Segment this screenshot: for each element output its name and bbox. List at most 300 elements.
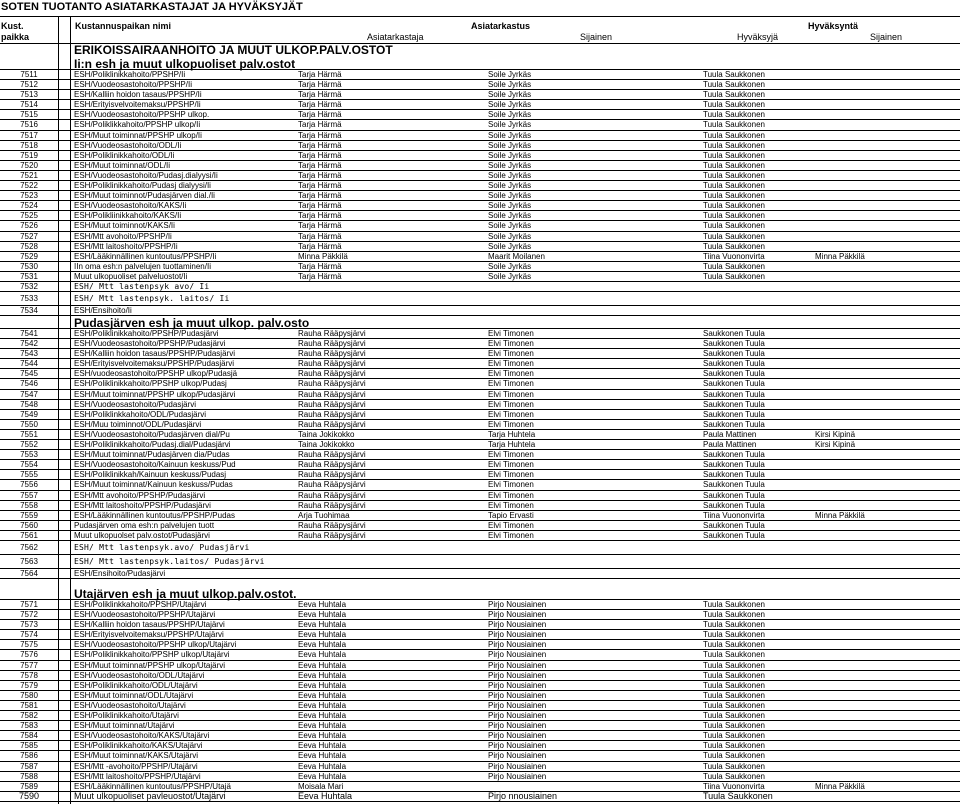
cost-center-name: ESH/Muut toiminnat/Utajärvi [74, 721, 175, 731]
inspector: Tarja Härmä [298, 140, 342, 150]
inspector-deputy: Elvi Timonen [488, 339, 534, 349]
cost-center-code: 7523 [20, 191, 38, 201]
cost-center-name: ESH/ Mtt lastenpsyk avo/ Ii [74, 281, 210, 291]
inspector-deputy: Pirjo Nousiainen [488, 741, 547, 751]
table-row [0, 741, 960, 751]
table-row [0, 511, 960, 521]
inspector: Minna Päkkilä [298, 251, 348, 261]
inspector: Tarja Härmä [298, 110, 342, 120]
inspector-deputy: Pirjo Nousiainen [488, 640, 547, 650]
cost-center-code: 7551 [20, 429, 38, 439]
inspector-deputy: Pirjo Nousiainen [488, 761, 547, 771]
approver: Tuula Saukkonen [703, 130, 765, 140]
table-row [0, 711, 960, 721]
table-row [0, 181, 960, 191]
inspector-deputy: Elvi Timonen [488, 389, 534, 399]
cost-center-code: 7578 [20, 670, 38, 680]
cost-center-code: 7558 [20, 500, 38, 510]
table-row [0, 470, 960, 480]
approver: Tuula Saukkonen [703, 170, 765, 180]
cost-center-name: ESH/Muu toiminnot/ODL/Pudasjärvi [74, 419, 202, 429]
inspector: Rauha Rääpysjärvi [298, 490, 366, 500]
inspector: Tarja Härmä [298, 160, 342, 170]
inspector: Eeva Huhtala [298, 751, 347, 761]
inspector: Tarja Härmä [298, 231, 342, 241]
inspector: Moisala Mari [298, 781, 344, 791]
approver: Saukkonen Tuula [703, 500, 765, 510]
approver: Tuula Saukkonen [703, 231, 765, 241]
approver: Tuula Saukkonen [703, 211, 765, 221]
cost-center-name: ESH/Polikliinikkahoito/KAKS/Ii [74, 211, 182, 221]
section-heading-utajarvi: Utajärven esh ja muut ulkop.palv.ostot. [74, 587, 297, 601]
cost-center-name: ESH/Vuodeosastohoito/PPSHP/Pudasjärvi [74, 339, 226, 349]
table-row [0, 379, 960, 389]
inspector-deputy: Pirjo Nousiainen [488, 670, 547, 680]
inspector: Rauha Rääpysjärvi [298, 500, 366, 510]
inspector: Tarja Härmä [298, 70, 342, 79]
approver-deputy: Minna Päkkilä [815, 781, 865, 791]
inspector-deputy: Elvi Timonen [488, 460, 534, 470]
inspector-deputy: Soile Jyrkäs [488, 211, 532, 221]
cost-center-code: 7533 [20, 294, 38, 304]
cost-center-name: IIn oma esh:n palvelujen tuottaminen/Ii [74, 261, 211, 271]
inspector: Eeva Huhtala [298, 721, 347, 731]
cost-center-name: ESH/Erityisvelvoitemaksu/PPSHP/Ii [74, 100, 201, 110]
inspector-deputy: Soile Jyrkäs [488, 130, 532, 140]
inspector-deputy: Soile Jyrkäs [488, 160, 532, 170]
approver: Saukkonen Tuula [703, 409, 765, 419]
approver: Saukkonen Tuula [703, 450, 765, 460]
inspector-deputy: Soile Jyrkäs [488, 261, 532, 271]
cost-center-name: ESH/Poliklinkkahoito/ODL/Pudasjärvi [74, 409, 207, 419]
inspector-deputy: Pirjo Nousiainen [488, 600, 547, 609]
inspector-deputy: Elvi Timonen [488, 490, 534, 500]
cost-center-name: ESH/Poliklinikkah/Kainuun keskuss/Pudasj [74, 470, 227, 480]
cost-center-name: ESH/Muut toiminnat/ODL/Ii [74, 160, 171, 170]
approver: Saukkonen Tuula [703, 419, 765, 429]
cost-center-name: ESH/Vuodeosastohoito/PPSHP ulkop/Utajärvi [74, 640, 237, 650]
table-row [0, 211, 960, 221]
inspector: Eeva Huhtala [298, 650, 347, 660]
inspector-deputy: Pirjo nnousiainen [488, 791, 558, 801]
section-rows-ii [0, 70, 960, 316]
inspector-deputy: Pirjo Nousiainen [488, 721, 547, 731]
cost-center-code: 7518 [20, 140, 38, 150]
inspector-deputy: Elvi Timonen [488, 419, 534, 429]
approver: Tuula Saukkonen [703, 120, 765, 130]
table-row [0, 762, 960, 772]
cost-center-code: 7530 [20, 261, 38, 271]
cost-center-code: 7517 [20, 130, 38, 140]
cost-center-name: ESH/Muut toiminnat/Kainuun keskuss/Pudas [74, 480, 233, 490]
table-row [0, 491, 960, 501]
cost-center-code: 7550 [20, 419, 38, 429]
inspector: Tarja Härmä [298, 241, 342, 251]
inspector: Rauha Rääpysjärvi [298, 480, 366, 490]
inspector-deputy: Elvi Timonen [488, 349, 534, 359]
main-heading: ERIKOISSAIRAANHOITO JA MUUT ULKOP.PALV.OSTOT [74, 43, 393, 57]
inspector-deputy: Pirjo Nousiainen [488, 690, 547, 700]
cost-center-name: ESH/Kalliin hoidon tasaus/PPSHP/Utajärvi [74, 620, 225, 630]
cost-center-code: 7532 [20, 281, 38, 291]
approver: Tuula Saukkonen [703, 160, 765, 170]
inspector: Rauha Rääpysjärvi [298, 520, 366, 530]
cost-center-name: ESH/Kalliin hoidon tasaus/PPSHP/Pudasjärvi [74, 349, 235, 359]
cost-center-code: 7582 [20, 711, 38, 721]
inspector-deputy: Pirjo Nousiainen [488, 711, 547, 721]
approver: Tuula Saukkonen [703, 90, 765, 100]
table-row [0, 110, 960, 120]
table-row [0, 650, 960, 660]
approver: Tuula Saukkonen [703, 751, 765, 761]
cost-center-code: 7526 [20, 221, 38, 231]
inspector-deputy: Pirjo Nousiainen [488, 751, 547, 761]
approver: Tuula Saukkonen [703, 620, 765, 630]
inspector-deputy: Soile Jyrkäs [488, 170, 532, 180]
inspector-deputy: Elvi Timonen [488, 530, 534, 540]
cost-center-name: ESH/Muut toiminnat/Pudasjärven dia/Pudas [74, 450, 230, 460]
header-hyvaksynta: Hyväksyntä [808, 21, 859, 31]
cost-center-name: ESH/Lääkinnällinen kuntoutus/PPSHP/Utajä [74, 781, 231, 791]
approver-deputy: Kirsi Kipinä [815, 429, 856, 439]
table-row [0, 691, 960, 701]
cost-center-name: ESH/Muut toiminnat/PPSHP ulkop/Ii [74, 130, 202, 140]
cost-center-code: 7576 [20, 650, 38, 660]
inspector-deputy: Soile Jyrkäs [488, 271, 532, 281]
table-row [0, 450, 960, 460]
inspector: Eeva Huhtala [298, 791, 353, 801]
approver-deputy: Kirsi Kipinä [815, 440, 856, 450]
inspector-deputy: Soile Jyrkäs [488, 181, 532, 191]
header-sijainen-1: Sijainen [580, 32, 613, 42]
cost-center-code: 7588 [20, 771, 38, 781]
cost-center-code: 7563 [20, 556, 38, 566]
cost-center-code: 7574 [20, 630, 38, 640]
inspector: Tarja Härmä [298, 150, 342, 160]
header-asiatarkastaja: Asiatarkastaja [367, 32, 424, 42]
table-row [0, 541, 960, 555]
approver: Tuula Saukkonen [703, 640, 765, 650]
table-row [0, 681, 960, 691]
inspector: Eeva Huhtala [298, 610, 347, 620]
inspector-deputy: Soile Jyrkäs [488, 201, 532, 211]
approver: Saukkonen Tuula [703, 359, 765, 369]
inspector: Eeva Huhtala [298, 630, 347, 640]
inspector-deputy: Tarja Huhtela [488, 440, 536, 450]
inspector-deputy: Elvi Timonen [488, 500, 534, 510]
inspector: Eeva Huhtala [298, 620, 347, 630]
cost-center-name: ESH/Mtt laitoshoito/PPSHP/Ii [74, 241, 178, 251]
cost-center-code: 7575 [20, 640, 38, 650]
inspector-deputy: Pirjo Nousiainen [488, 731, 547, 741]
approver-deputy: Minna Päkkilä [815, 251, 865, 261]
cost-center-code: 7560 [20, 520, 38, 530]
table-row [0, 410, 960, 420]
cost-center-name: ESH/Muut toiminnat/PPSHP ulkop/Utajärvi [74, 660, 226, 670]
inspector: Rauha Rääpysjärvi [298, 450, 366, 460]
table-row [0, 242, 960, 252]
table-row [0, 141, 960, 151]
inspector-deputy: Elvi Timonen [488, 369, 534, 379]
inspector-deputy: Soile Jyrkäs [488, 80, 532, 90]
cost-center-code: 7542 [20, 339, 38, 349]
approver: Tuula Saukkonen [703, 771, 765, 781]
cost-center-code: 7590 [18, 791, 40, 801]
header-sijainen-2: Sijainen [870, 32, 903, 42]
cost-center-name: ESH/Vuodeosastohoito/PPSHP/Utajärvi [74, 610, 216, 620]
cost-center-code: 7531 [20, 271, 38, 281]
approver: Tuula Saukkonen [703, 721, 765, 731]
inspector-deputy: Pirjo Nousiainen [488, 700, 547, 710]
cost-center-code: 7556 [20, 480, 38, 490]
approver: Tuula Saukkonen [703, 110, 765, 120]
inspector: Rauha Rääpysjärvi [298, 460, 366, 470]
cost-center-name: Muut ulkopuoliset pavleuostot/Utajärvi [74, 791, 226, 801]
table-row [0, 630, 960, 640]
section-rows-utajarvi [0, 600, 960, 802]
table-row [0, 610, 960, 620]
approver: Saukkonen Tuula [703, 480, 765, 490]
inspector: Taina Jokikokko [298, 429, 355, 439]
page-title: SOTEN TUOTANTO ASIATARKASTAJAT JA HYVÄKSYJÄT [1, 1, 303, 13]
cost-center-code: 7515 [20, 110, 38, 120]
inspector-deputy: Pirjo Nousiainen [488, 610, 547, 620]
table-row [0, 161, 960, 171]
inspector: Rauha Rääpysjärvi [298, 389, 366, 399]
inspector-deputy: Elvi Timonen [488, 450, 534, 460]
inspector: Tarja Härmä [298, 221, 342, 231]
table-row [0, 120, 960, 130]
approver: Saukkonen Tuula [703, 379, 765, 389]
header-kust: Kust. [1, 21, 24, 31]
table-row [0, 90, 960, 100]
table-row [0, 751, 960, 761]
inspector: Eeva Huhtala [298, 761, 347, 771]
approver: Paula Mattinen [703, 440, 757, 450]
table-row [0, 521, 960, 531]
approver: Tuula Saukkonen [703, 221, 765, 231]
cost-center-name: ESH/Poliklinikkahoito/Pudasj.dial/Pudasjärvi [74, 440, 231, 450]
cost-center-name: ESH/Mtt laitoshoito/PPSHP/Utajärvi [74, 771, 201, 781]
table-row [0, 400, 960, 410]
cost-center-name: ESH/vuodeosastohoito/PPSHP ulkop/Pudasjä [74, 369, 238, 379]
section-heading-ii: Ii:n esh ja muut ulkopuoliset palv.ostot [74, 57, 296, 71]
inspector-deputy: Soile Jyrkäs [488, 140, 532, 150]
table-row [0, 640, 960, 650]
table-row [0, 731, 960, 741]
inspector-deputy: Soile Jyrkäs [488, 110, 532, 120]
table-row [0, 701, 960, 711]
approver: Tuula Saukkonen [703, 181, 765, 191]
approver: Tuula Saukkonen [703, 100, 765, 110]
inspector: Eeva Huhtala [298, 670, 347, 680]
cost-center-name: ESH/Mtt -avohoito/PPSHP/Utajärvi [74, 761, 198, 771]
approver: Saukkonen Tuula [703, 339, 765, 349]
approver: Tuula Saukkonen [703, 700, 765, 710]
inspector-deputy: Soile Jyrkäs [488, 231, 532, 241]
cost-center-name: ESH/Vuodeosastohoito/KAKS/Ii [74, 201, 187, 211]
cost-center-code: 7521 [20, 170, 38, 180]
approver: Saukkonen Tuula [703, 399, 765, 409]
approver: Tuula Saukkonen [703, 711, 765, 721]
inspector: Eeva Huhtala [298, 640, 347, 650]
cost-center-code: 7589 [20, 781, 38, 791]
table-row [0, 70, 960, 80]
cost-center-code: 7541 [20, 329, 38, 338]
cost-center-name: ESH/Vuodeosastohoito/Pudasjärvi [74, 399, 196, 409]
cost-center-name: Muut ulkopuolset palv.ostot/Pudasjärvi [74, 530, 210, 540]
inspector: Tarja Härmä [298, 120, 342, 130]
inspector-deputy: Elvi Timonen [488, 379, 534, 389]
approver: Tuula Saukkonen [703, 610, 765, 620]
cost-center-code: 7546 [20, 379, 38, 389]
cost-center-name: ESH/Mtt avohoito/PPSHP/Ii [74, 231, 172, 241]
cost-center-code: 7554 [20, 460, 38, 470]
table-row [0, 339, 960, 349]
cost-center-name: ESH/Vuodeosastohoito/Pudasj.dialyysi/Ii [74, 170, 218, 180]
cost-center-code: 7573 [20, 620, 38, 630]
cost-center-code: 7534 [20, 306, 38, 316]
inspector: Taina Jokikokko [298, 440, 355, 450]
inspector: Tarja Härmä [298, 271, 342, 281]
cost-center-name: ESH/Vuodeosastohoito/Kainuun keskuss/Pud [74, 460, 236, 470]
inspector: Eeva Huhtala [298, 711, 347, 721]
cost-center-name: ESH/Ensihoito/Pudasjärvi [74, 568, 166, 578]
cost-center-code: 7587 [20, 761, 38, 771]
cost-center-code: 7549 [20, 409, 38, 419]
approver: Tuula Saukkonen [703, 761, 765, 771]
inspector: Arja Tuohimaa [298, 510, 350, 520]
section-rows-pudasjarvi [0, 329, 960, 579]
table-row [0, 600, 960, 610]
inspector: Rauha Rääpysjärvi [298, 359, 366, 369]
cost-center-code: 7586 [20, 751, 38, 761]
table-row [0, 349, 960, 359]
table-row [0, 369, 960, 379]
cost-center-name: ESH/Poliklinikkahoito/Utajärvi [74, 711, 179, 721]
table-row [0, 792, 960, 802]
table-row [0, 721, 960, 731]
approver: Tuula Saukkonen [703, 690, 765, 700]
table-row [0, 430, 960, 440]
cost-center-name: ESH/Vuodeosastohoito/Utajärvi [74, 700, 186, 710]
approver: Tuula Saukkonen [703, 201, 765, 211]
inspector-deputy: Pirjo Nousiainen [488, 650, 547, 660]
table-row [0, 221, 960, 231]
inspector: Eeva Huhtala [298, 741, 347, 751]
table-row [0, 569, 960, 579]
table-row [0, 151, 960, 161]
cost-center-code: 7520 [20, 160, 38, 170]
cost-center-code: 7579 [20, 680, 38, 690]
cost-center-name: ESH/Poliklinikkahoito/ODL/Ii [74, 150, 175, 160]
inspector: Rauha Rääpysjärvi [298, 379, 366, 389]
cost-center-code: 7552 [20, 440, 38, 450]
table-row [0, 501, 960, 511]
cost-center-name: ESH/Poliklinikkahoito/PPSHP ulkop/Utajärvi [74, 650, 230, 660]
table-row [0, 100, 960, 110]
inspector-deputy: Soile Jyrkäs [488, 221, 532, 231]
inspector-deputy: Soile Jyrkäs [488, 120, 532, 130]
table-row [0, 782, 960, 792]
approver: Tuula Saukkonen [703, 660, 765, 670]
approver: Saukkonen Tuula [703, 349, 765, 359]
approver: Tuula Saukkonen [703, 70, 765, 79]
cost-center-code: 7529 [20, 251, 38, 261]
cost-center-code: 7562 [20, 542, 38, 552]
cost-center-name: ESH/ Mtt lastenpsyk.avo/ Pudasjärvi [74, 542, 250, 552]
inspector: Tarja Härmä [298, 191, 342, 201]
inspector-deputy: Pirjo Nousiainen [488, 680, 547, 690]
approver-deputy: Minna Päkkilä [815, 510, 865, 520]
table-row [0, 262, 960, 272]
cost-center-code: 7527 [20, 231, 38, 241]
approver: Tuula Saukkonen [703, 741, 765, 751]
cost-center-code: 7519 [20, 150, 38, 160]
cost-center-code: 7581 [20, 700, 38, 710]
table-row [0, 390, 960, 400]
inspector-deputy: Elvi Timonen [488, 329, 534, 338]
cost-center-code: 7544 [20, 359, 38, 369]
inspector: Eeva Huhtala [298, 731, 347, 741]
inspector-deputy: Soile Jyrkäs [488, 90, 532, 100]
inspector: Eeva Huhtala [298, 690, 347, 700]
approver: Tiina Vuononvirta [703, 251, 765, 261]
cost-center-code: 7525 [20, 211, 38, 221]
table-row [0, 201, 960, 211]
inspector-deputy: Soile Jyrkäs [488, 150, 532, 160]
cost-center-code: 7585 [20, 741, 38, 751]
cost-center-name: Muut ulkopuoliset palveluostot/Ii [74, 271, 188, 281]
approver: Tuula Saukkonen [703, 670, 765, 680]
cost-center-code: 7545 [20, 369, 38, 379]
inspector: Rauha Rääpysjärvi [298, 329, 366, 338]
cost-center-code: 7528 [20, 241, 38, 251]
table-row [0, 460, 960, 470]
inspector-deputy: Soile Jyrkäs [488, 100, 532, 110]
inspector-deputy: Tarja Huhtela [488, 429, 536, 439]
cost-center-code: 7572 [20, 610, 38, 620]
table-row [0, 232, 960, 242]
approver: Tuula Saukkonen [703, 680, 765, 690]
cost-center-name: ESH/Erityisvelvoitemaksu/PPSHP/Pudasjärvi [74, 359, 235, 369]
inspector: Tarja Härmä [298, 80, 342, 90]
approver: Tuula Saukkonen [703, 650, 765, 660]
cost-center-name: ESH/Poliklinikkahoito/PPSHP/Pudasjärvi [74, 329, 219, 338]
inspector: Eeva Huhtala [298, 771, 347, 781]
cost-center-name: ESH/Vuodeosastohoito/PPSHP/Ii [74, 80, 192, 90]
inspector: Rauha Rääpysjärvi [298, 419, 366, 429]
inspector-deputy: Elvi Timonen [488, 359, 534, 369]
cost-center-code: 7561 [20, 530, 38, 540]
inspector-deputy: Pirjo Nousiainen [488, 630, 547, 640]
cost-center-code: 7514 [20, 100, 38, 110]
inspector: Eeva Huhtala [298, 660, 347, 670]
cost-center-name: ESH/Ensihoito/Ii [74, 306, 132, 316]
inspector: Tarja Härmä [298, 170, 342, 180]
cost-center-name: ESH/Muut toiminnot/Pudasjärven dial./Ii [74, 191, 215, 201]
table-row [0, 329, 960, 339]
cost-center-name: ESH/Muut toiminnat/KAKS/Utajärvi [74, 751, 199, 761]
approver: Paula Mattinen [703, 429, 757, 439]
approver: Saukkonen Tuula [703, 389, 765, 399]
table-row [0, 531, 960, 541]
cost-center-name: ESH/Vuodeosastohoito/KAKS/Utajärvi [74, 731, 210, 741]
table-row [0, 171, 960, 181]
cost-center-name: ESH/Vuodeosastohoito/ODL/Utajärvi [74, 670, 205, 680]
approver: Tuula Saukkonen [703, 600, 765, 609]
cost-center-name: ESH/Kalliin hoidon tasaus/PPSHP/Ii [74, 90, 202, 100]
